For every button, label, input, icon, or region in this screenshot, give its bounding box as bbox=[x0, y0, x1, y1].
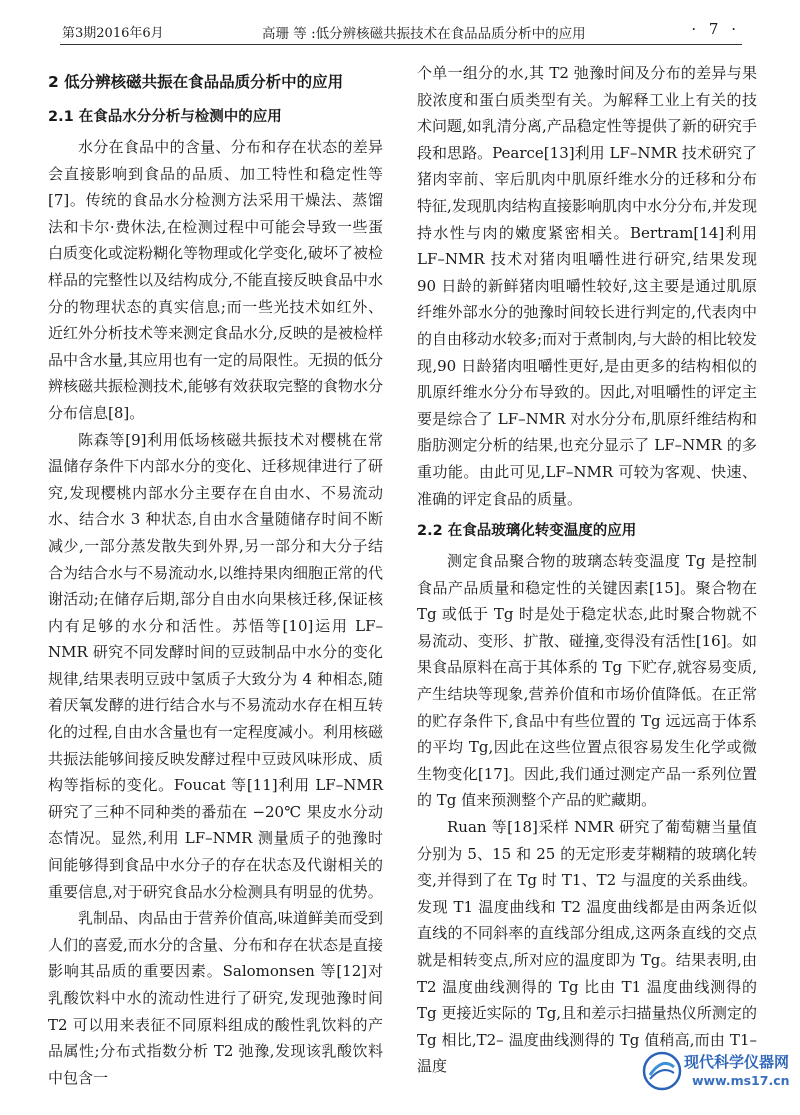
running-title: 高珊 等 :低分辨核磁共振技术在食品品质分析中的应用 bbox=[262, 26, 586, 42]
subsection-title-2-1: 2.1 在食品水分分析与检测中的应用 bbox=[48, 109, 282, 125]
paragraph: Ruan 等[18]采样 NMR 研究了葡萄糖当量值分别为 5、15 和 25 的无定形麦芽糊精的玻璃化转变,并得到了在 Tg 时 T1、T2 与温度的关系曲线。发现 T1 温度曲线和 T2 温度曲线都是由两条近似直线的不同斜率的直线部分组成,这两条直线的交点就是相转变点,所对应的温度即为 Tg。结果表明,由 T2 温度曲线测得的 Tg 比由 T1 温度曲线测得的 Tg 更接近实际的 Tg,且和差示扫描量热仪所测定的 Tg 相比,T2– 温度曲线测得的 Tg 值稍高,而由 T1– 温度 bbox=[417, 818, 757, 1076]
watermark-logo-icon bbox=[642, 1051, 682, 1091]
paragraph: 测定食品聚合物的玻璃态转变温度 Tg 是控制食品产品质量和稳定性的关键因素[15]。聚合物在 Tg 或低于 Tg 时是处于稳定状态,此时聚合物就不易流动、变形、扩散、碰撞,变得没有活性[16]。如果食品原料在高于其体系的 Tg 下贮存,就容易变质,产生结块等现象,营养价值和市场价值降低。在正常的贮存条件下,食品中有些位置的 Tg 远远高于体系的平均 Tg,因此在这些位置点很容易发生化学或微生物变化[17]。因此,我们通过测定产品一系列位置的 Tg 值来预测整个产品的贮藏期。 bbox=[417, 552, 757, 810]
paragraph: 陈森等[9]利用低场核磁共振技术对樱桃在常温储存条件下内部水分的变化、迁移规律进行了研究,发现樱桃内部水分主要存在自由水、不易流动水、结合水 3 种状态,自由水含量随储存时间不断减少,一部分蒸发散失到外界,另一部分和大分子结合为结合水与不易流动水,以维持果肉细胞正常的代谢活动;在储存后期,部分自由水向果核迁移,保证核内有足够的水分和活性。苏悟等[10]运用 LF–NMR 研究不同发酵时间的豆豉制品中水分的变化规律,结果表明豆豉中氢质子大致分为 4 种相态,随着厌氧发酵的进行结合水与不易流动水存在相互转化的过程,自由水含量也有一定程度减小。利用核磁共振法能够间接反映发酵过程中豆豉风味形成、质构等指标的变化。Foucat 等[11]利用 LF–NMR 研究了三种不同种类的番茄在 −20℃ 果皮水分动态情况。显然,利用 LF–NMR 测量质子的弛豫时间能够得到食品中水分子的存在状态及代谢相关的重要信息,对于研究食品水分检测具有明显的优势。 bbox=[48, 430, 383, 901]
site-watermark bbox=[642, 1049, 792, 1101]
watermark-url: www.ms17.cn bbox=[692, 1073, 790, 1088]
right-column bbox=[417, 60, 757, 1080]
journal-issue: 第3期2016年6月 bbox=[62, 26, 164, 41]
paragraph: 乳制品、肉品由于营养价值高,味道鲜美而受到人们的喜爱,而水分的含量、分布和存在状态是直接影响其品质的重要因素。Salomonsen 等[12]对乳酸饮料中水的流动性进行了研究,发现弛豫时间 T2 可以用来表征不同原料组成的酸性乳饮料的产品属性;分布式指数分析 T2 弛豫,发现该乳酸饮料中包含一 bbox=[48, 909, 383, 1087]
section-title: 2 低分辨核磁共振在食品品质分析中的应用 bbox=[48, 73, 344, 91]
left-column bbox=[48, 60, 383, 1091]
subsection-title-2-2: 2.2 在食品玻璃化转变温度的应用 bbox=[417, 523, 637, 540]
watermark-title: 现代科学仪器网 bbox=[684, 1053, 790, 1071]
header-divider bbox=[60, 44, 742, 45]
page-number: · 7 · bbox=[691, 20, 740, 38]
page-header bbox=[62, 18, 740, 40]
paragraph: 水分在食品中的含量、分布和存在状态的差异会直接影响到食品的品质、加工特性和稳定性等[7]。传统的食品水分检测方法采用干燥法、蒸馏法和卡尔·费休法,在检测过程中可能会导致一些蛋白质变化或淀粉糊化等物理或化学变化,破坏了被检样品的完整性以及结构成分,不能直接反映食品中水分的物理状态的真实信息;而一些光技术如红外、近红外分析技术等来测定食品水分,反映的是被检样品中含水量,其应用也有一定的局限性。无损的低分辨核磁共振检测技术,能够有效获取完整的食物水分分布信息[8]。 bbox=[48, 138, 383, 422]
paragraph-continuation: 个单一组分的水,其 T2 弛豫时间及分布的差异与果胶浓度和蛋白质类型有关。为解释工业上有关的技术问题,如乳清分离,产品稳定性等提供了新的研究手段和思路。Pearce[13]利用 LF–NMR 技术研究了猪肉宰前、宰后肌肉中肌原纤维水分的迁移和分布特征,发现肌肉结构直接影响肌肉中水分分布,并发现持水性与肉的嫩度紧密相关。Bertram[14]利用 LF–NMR 技术对猪肉咀嚼性进行研究,结果发现 90 日龄的新鲜猪肉咀嚼性较好,这主要是通过肌原纤维外部水分的弛豫时间较长进行判定的,代表肉中的自由移动水较多;而对于煮制肉,与大龄的相比较发现,90 日龄猪肉咀嚼性更好,是由更多的结构相似的肌原纤维水分分布导致的。因此,对咀嚼性的评定主要是综合了 LF–NMR 对水分分布,肌原纤维结构和脂肪测定分析的结果,也充分显示了 LF–NMR 的多重功能。由此可见,LF–NMR 可较为客观、快速、准确的评定食品的质量。 bbox=[417, 64, 757, 508]
